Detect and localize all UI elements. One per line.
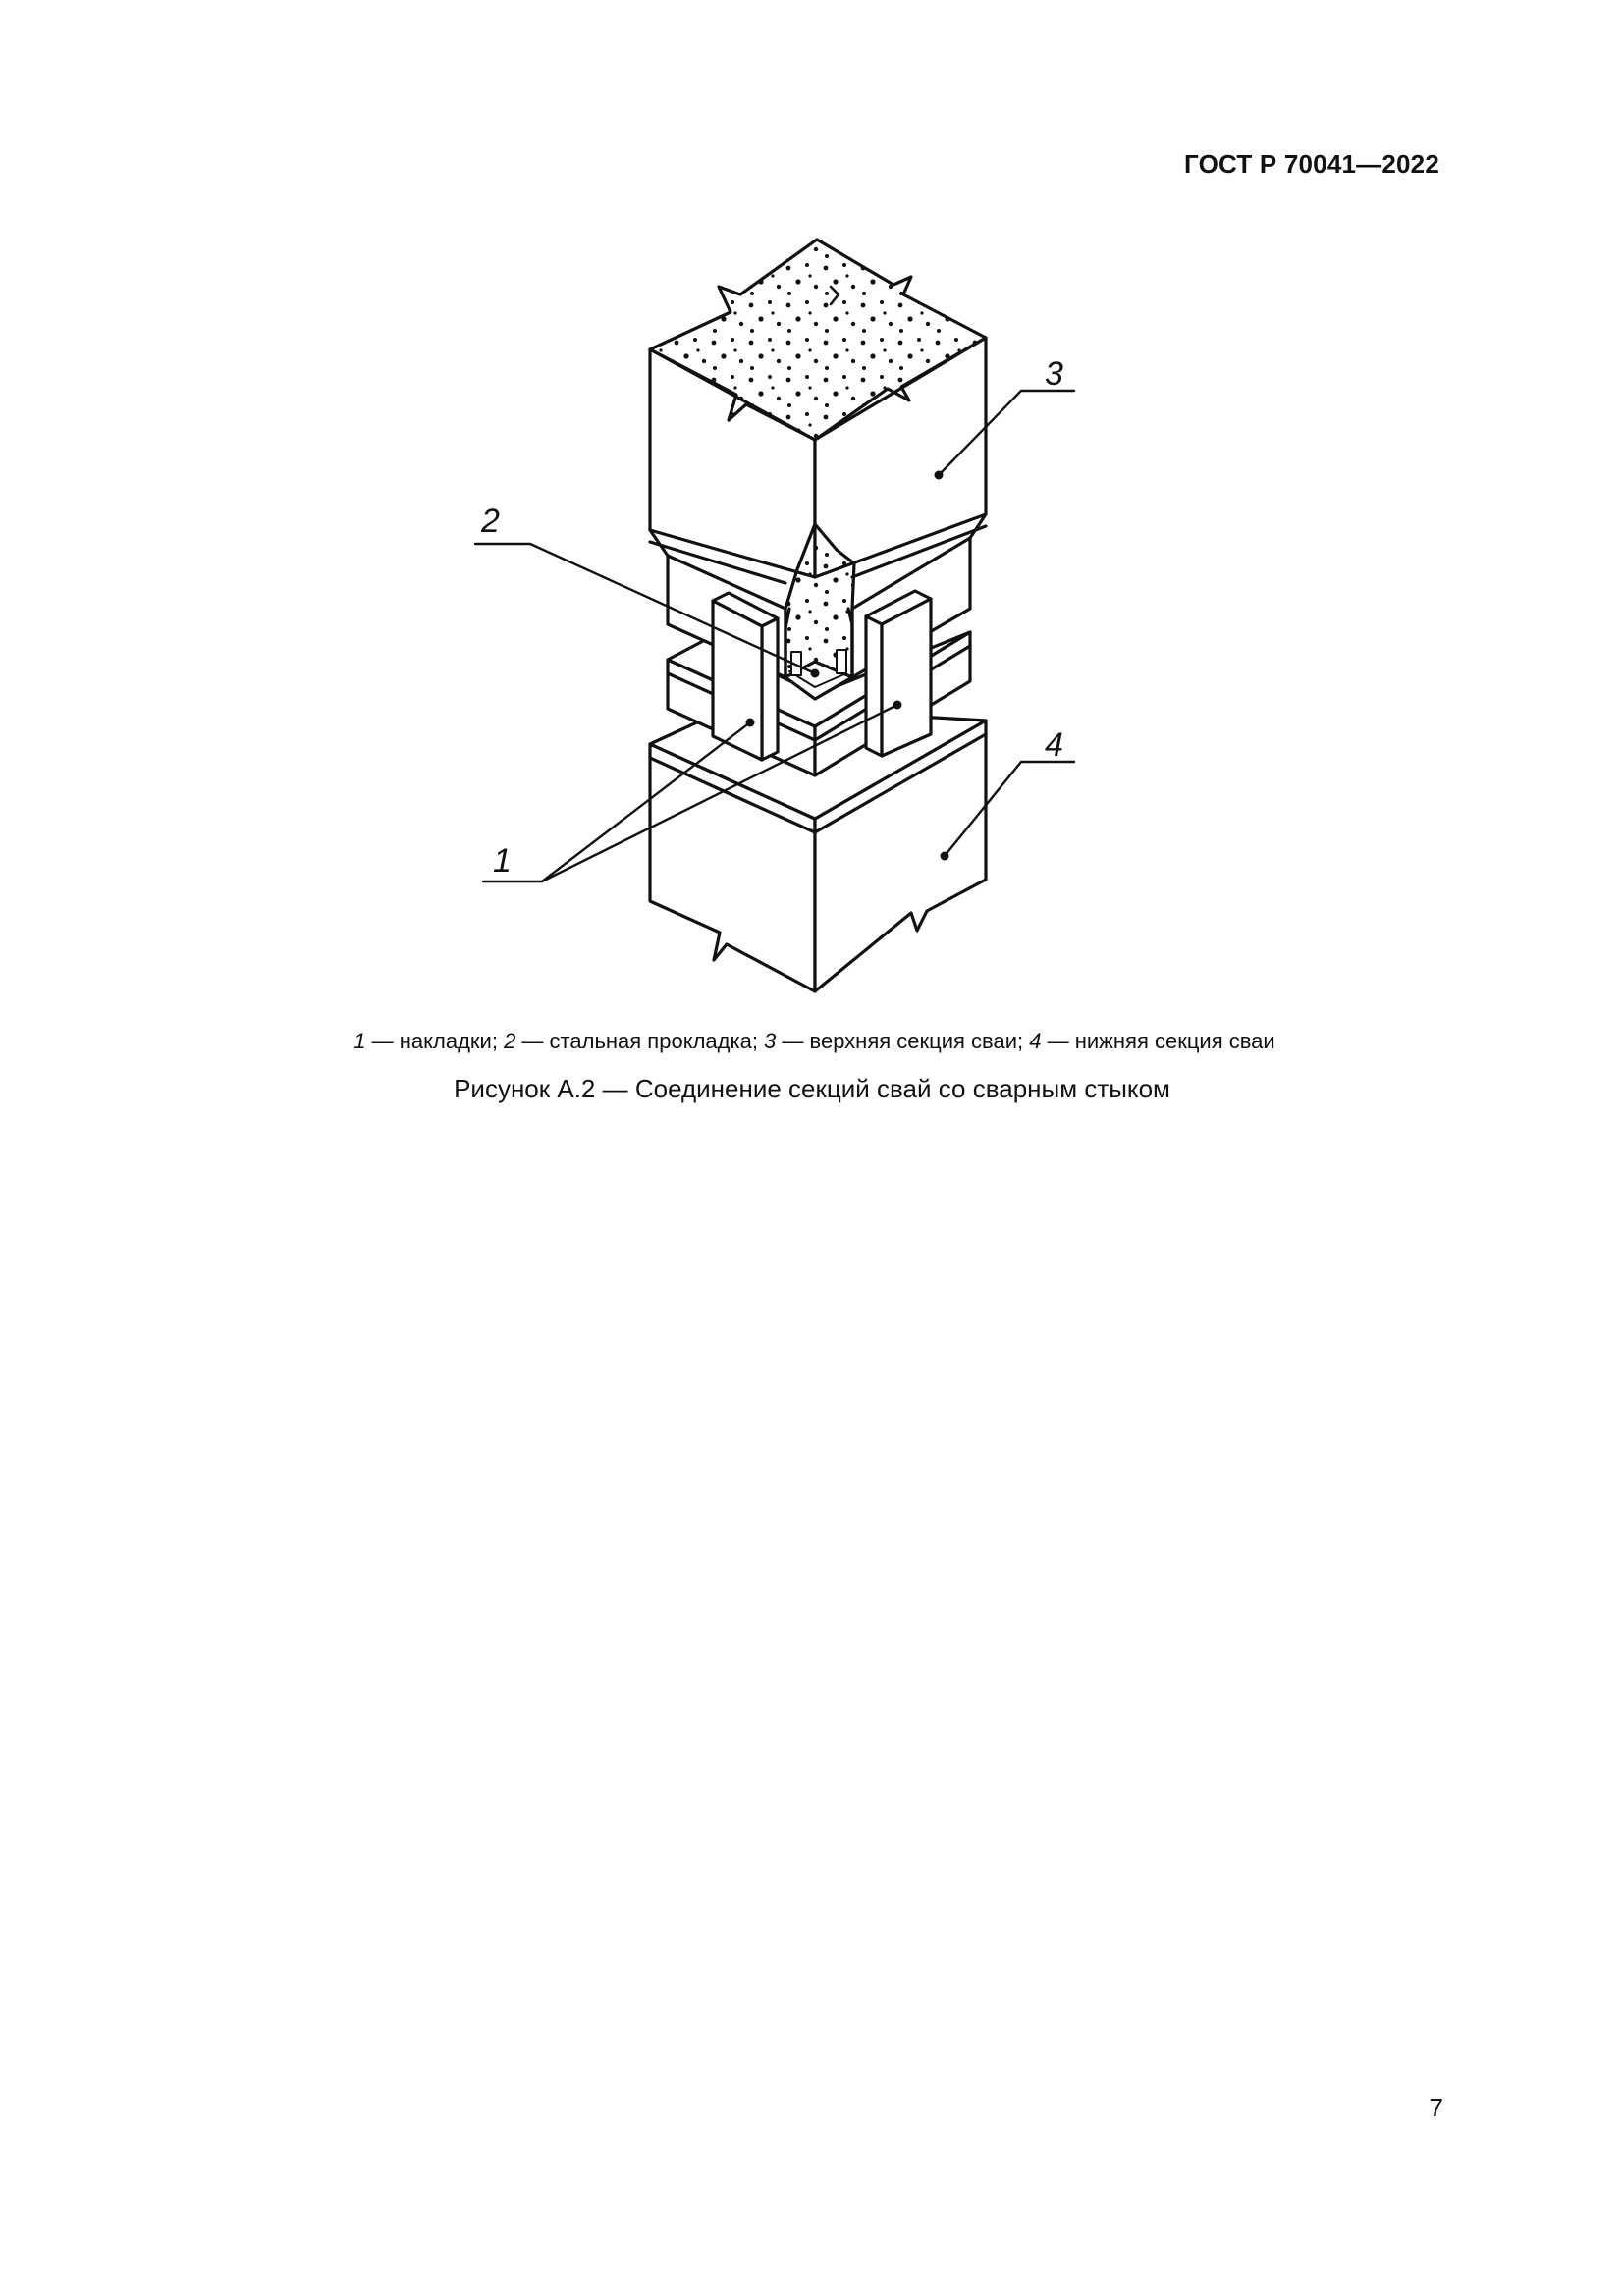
upper-pile-section bbox=[650, 240, 986, 699]
legend-text-2: — стальная прокладка; bbox=[515, 1029, 765, 1053]
callout-2: 2 bbox=[481, 503, 500, 540]
pile-joint-figure bbox=[0, 0, 1624, 1021]
page-number: 7 bbox=[1429, 2093, 1443, 2122]
callout-3: 3 bbox=[1045, 355, 1063, 393]
legend-num-3: 3 bbox=[764, 1029, 777, 1053]
legend-text-3: — верхняя секция сваи; bbox=[776, 1029, 1030, 1053]
legend-text-4: — нижняя секция сваи bbox=[1041, 1029, 1275, 1053]
pile-joint-drawing bbox=[0, 0, 1624, 1021]
legend-text-1: — накладки; bbox=[365, 1029, 505, 1053]
document-header: ГОСТ Р 70041—2022 bbox=[1184, 149, 1439, 179]
callout-1: 1 bbox=[493, 842, 512, 880]
legend-num-2: 2 bbox=[504, 1029, 516, 1053]
figure-caption: Рисунок А.2 — Соединение секций свай со сварным стыком bbox=[454, 1074, 1170, 1103]
figure-legend bbox=[0, 1029, 1624, 1054]
legend-num-4: 4 bbox=[1029, 1029, 1042, 1053]
legend-num-1: 1 bbox=[353, 1029, 366, 1053]
callout-4: 4 bbox=[1045, 726, 1063, 764]
